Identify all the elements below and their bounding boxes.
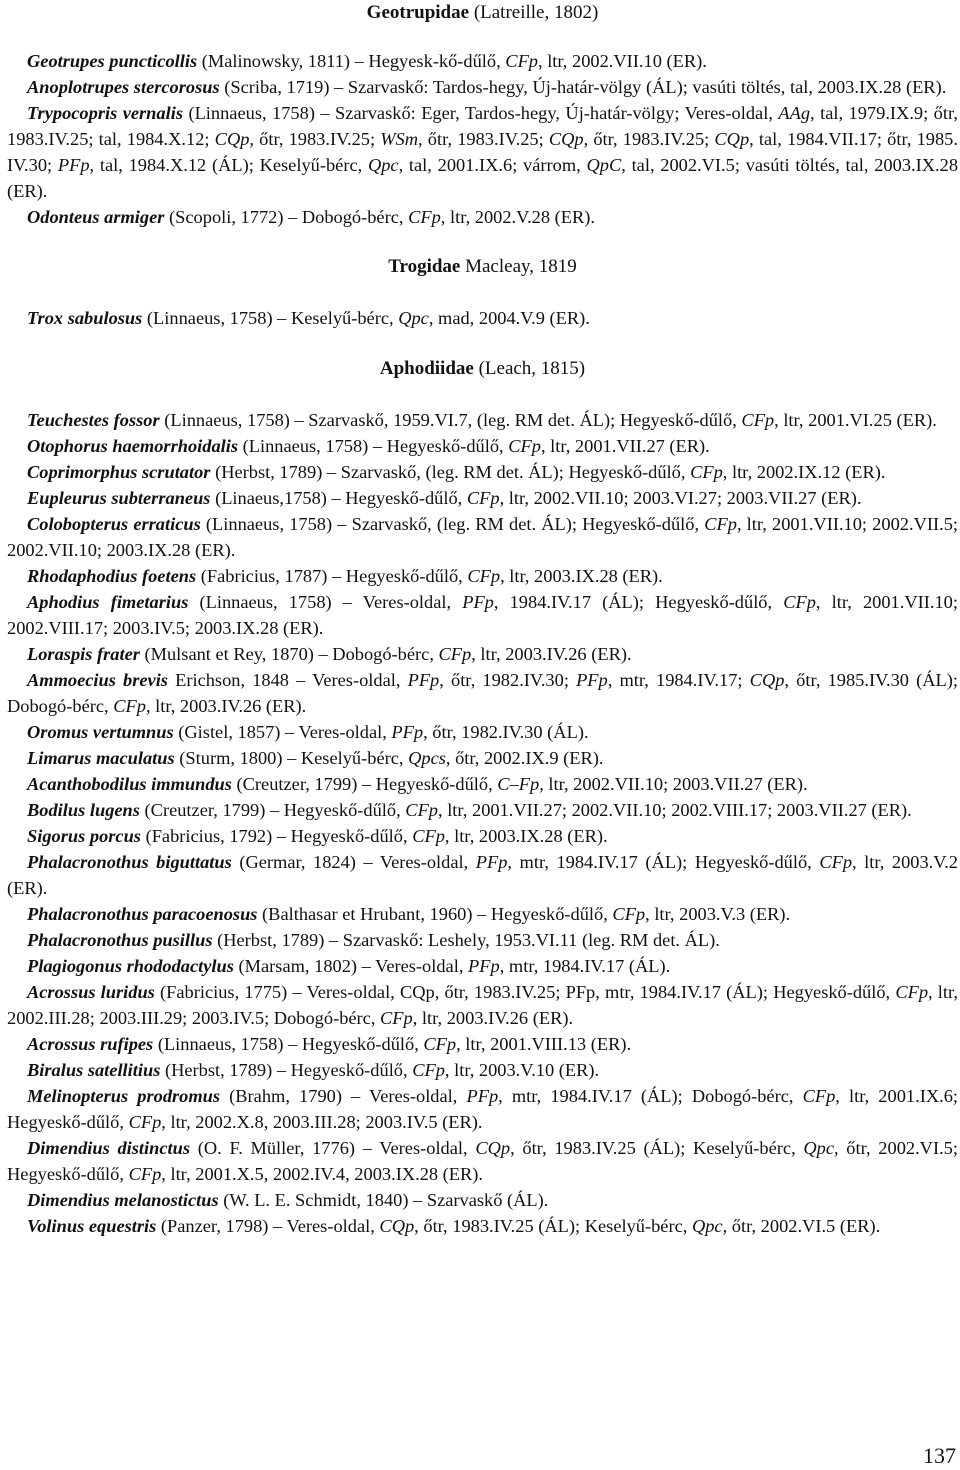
habitat-code: CFp bbox=[783, 592, 816, 612]
species-list bbox=[7, 305, 958, 331]
locality-text: , őtr, 1983.IV.25; bbox=[583, 129, 715, 149]
species-entry bbox=[7, 48, 958, 74]
locality-text: (Brahm, 1790) – Veres-oldal, bbox=[220, 1086, 467, 1106]
locality-text: , mtr, 1984.IV.17 (ÁL); Hegyeskő-dűlő, bbox=[507, 852, 820, 872]
habitat-code: PFp bbox=[475, 852, 508, 872]
locality-text: (Germar, 1824) – Veres-oldal, bbox=[231, 852, 476, 872]
habitat-code: CFp bbox=[741, 410, 775, 430]
species-entry bbox=[7, 797, 958, 823]
locality-text: , ltr, 2003.V.10 (ER). bbox=[444, 1060, 600, 1080]
species-name: Acrossus rufipes bbox=[27, 1034, 154, 1054]
habitat-code: CQp bbox=[475, 1138, 511, 1158]
habitat-code: PFp bbox=[407, 670, 440, 690]
locality-text: Erichson, 1848 – Veres-oldal, bbox=[167, 670, 408, 690]
locality-text: , ltr, 2002.III.28; 2003.III.29; 2003.IV.5; Dobogó-bérc, bbox=[7, 982, 959, 1028]
species-name: Ammoecius brevis bbox=[27, 670, 168, 690]
habitat-code: PFp bbox=[391, 722, 424, 742]
locality-text: (Sturm, 1800) – Keselyű-bérc, bbox=[174, 748, 409, 768]
species-entry bbox=[7, 1187, 958, 1213]
species-entry bbox=[7, 771, 958, 797]
habitat-code: CFp bbox=[128, 1112, 162, 1132]
locality-text: , őtr, 2002.VI.5 (ER). bbox=[722, 1216, 881, 1236]
species-entry bbox=[7, 204, 958, 230]
locality-text: , ltr, 2002.VII.10; 2003.VII.27 (ER). bbox=[539, 774, 808, 794]
habitat-code: CFp bbox=[113, 696, 146, 716]
locality-text: , őtr, 1983.IV.25; bbox=[249, 129, 381, 149]
species-list bbox=[7, 407, 958, 1239]
habitat-code: CFp bbox=[612, 904, 646, 924]
species-name: Limarus maculatus bbox=[27, 748, 175, 768]
habitat-code: CFp bbox=[380, 1008, 413, 1028]
species-name: Oromus vertumnus bbox=[27, 722, 174, 742]
locality-text: ltr, 2003.V.2 (ER). bbox=[7, 852, 958, 898]
species-name: Phalacronothus paracoenosus bbox=[27, 904, 258, 924]
locality-text: (Herbst, 1789) – Szarvaskő, (leg. RM det. ÁL); Hegyeskő-dűlő, bbox=[210, 462, 691, 482]
locality-text: , ltr, 2001.IX.6; Hegyeskő-dűlő, bbox=[7, 1086, 958, 1132]
species-entry bbox=[7, 459, 958, 485]
locality-text: , 1984.IV.17 (ÁL); Hegyeskő-dűlő, bbox=[493, 592, 784, 612]
species-entry bbox=[7, 1031, 958, 1057]
habitat-code: QpC bbox=[586, 155, 622, 175]
locality-text: , tal, 1984.VII.17; őtr, 1985. IV.30; bbox=[7, 129, 958, 175]
species-name: Phalacronothus pusillus bbox=[27, 930, 213, 950]
locality-text: , ltr, 2002.VII.10; 2003.VI.27; 2003.VII.27 (ER). bbox=[499, 488, 862, 508]
species-name: Plagiogonus rhododactylus bbox=[27, 956, 234, 976]
species-name: Acrossus luridus bbox=[27, 982, 155, 1002]
locality-text: , ltr, 2002.VII.10 (ER). bbox=[538, 51, 707, 71]
locality-text: (Fabricius, 1775) – Veres-oldal, CQp, őtr, 1983.IV.25; PFp, mtr, 1984.IV.17 (ÁL); Hegyeskő-dűlő, bbox=[154, 982, 896, 1002]
locality-text: , őtr, 1983.IV.25 (ÁL); Keselyű-bérc, bbox=[414, 1216, 692, 1236]
species-entry bbox=[7, 1083, 958, 1135]
habitat-code: CFp bbox=[128, 1164, 162, 1184]
species-entry bbox=[7, 823, 958, 849]
locality-text: , őtr, 1983.IV.25 (ÁL); Keselyű-bérc, bbox=[510, 1138, 804, 1158]
species-name: Acanthobodilus immundus bbox=[27, 774, 232, 794]
habitat-code: CFp bbox=[505, 51, 538, 71]
species-name: Trox sabulosus bbox=[27, 308, 143, 328]
species-entry bbox=[7, 433, 958, 459]
locality-text: , ltr, 2003.IV.26 (ER). bbox=[412, 1008, 574, 1028]
locality-text: (Linnaeus, 1758) – Hegyeskő-dűlő, bbox=[153, 1034, 424, 1054]
habitat-code: CFp bbox=[466, 488, 500, 508]
species-name: Teuchestes fossor bbox=[27, 410, 160, 430]
species-name: Bodilus lugens bbox=[27, 800, 140, 820]
species-entry bbox=[7, 849, 958, 901]
locality-text: , ltr, 2002.X.8, 2003.III.28; 2003.IV.5 (ER). bbox=[161, 1112, 483, 1132]
species-name: Volinus equestris bbox=[27, 1216, 157, 1236]
species-name: Dimendius melanostictus bbox=[27, 1190, 219, 1210]
locality-text: (Creutzer, 1799) – Hegyeskő-dűlő, bbox=[139, 800, 406, 820]
species-list bbox=[7, 48, 958, 230]
species-entry bbox=[7, 1057, 958, 1083]
locality-text: , tal, 1979.IX.9; őtr, 1983.IV.25; tal, 1984.X.12; bbox=[7, 103, 958, 149]
species-name: Coprimorphus scrutator bbox=[27, 462, 211, 482]
habitat-code: Qpc bbox=[803, 1138, 835, 1158]
species-entry bbox=[7, 901, 958, 927]
locality-text: , ltr, 2001.VIII.13 (ER). bbox=[456, 1034, 632, 1054]
locality-text: , őtr, 1982.IV.30 (ÁL). bbox=[423, 722, 589, 742]
habitat-code: C–Fp bbox=[497, 774, 540, 794]
family-authority: (Leach, 1815) bbox=[478, 358, 586, 379]
habitat-code: CFp bbox=[802, 1086, 836, 1106]
locality-text: , tal, 2001.IX.6; várrom, bbox=[398, 155, 587, 175]
species-entry bbox=[7, 1213, 958, 1239]
locality-text: , ltr, 2003.IV.26 (ER). bbox=[145, 696, 307, 716]
locality-text: (Linnaeus, 1758) – Szarvaskő, (leg. RM det. ÁL); Hegyeskő-dűlő, bbox=[200, 514, 705, 534]
locality-text: (Linnaeus, 1758) – Szarvaskő, 1959.VI.7, (leg. RM det. ÁL); Hegyeskő-dűlő, bbox=[159, 410, 742, 430]
species-name: Dimendius distinctus bbox=[27, 1138, 191, 1158]
species-name: Anoplotrupes stercorosus bbox=[27, 77, 220, 97]
species-name: Loraspis frater bbox=[27, 644, 140, 664]
locality-text: (Linnaeus, 1758) – Keselyű-bérc, bbox=[142, 308, 399, 328]
locality-text: , mtr, 1984.IV.17 (ÁL). bbox=[499, 956, 671, 976]
species-entry bbox=[7, 511, 958, 563]
species-entry bbox=[7, 667, 958, 719]
locality-text: , ltr, 2003.IX.28 (ER). bbox=[500, 566, 663, 586]
locality-text: , őtr, 2002.IX.9 (ER). bbox=[445, 748, 604, 768]
habitat-code: Qpc bbox=[691, 1216, 723, 1236]
locality-text: , ltr, 2001.VII.10; 2002.VII.5; 2002.VII.10; 2003.IX.28 (ER). bbox=[7, 514, 958, 560]
locality-text: (O. F. Müller, 1776) – Veres-oldal, bbox=[190, 1138, 476, 1158]
species-entry bbox=[7, 745, 958, 771]
habitat-code: CQp bbox=[714, 129, 750, 149]
family-heading bbox=[7, 254, 958, 280]
habitat-code: PFp bbox=[466, 1086, 499, 1106]
habitat-code: CQp bbox=[214, 129, 250, 149]
locality-text: (Malinowsky, 1811) – Hegyesk-kő-dűlő, bbox=[197, 51, 506, 71]
habitat-code: CQp bbox=[749, 670, 785, 690]
habitat-code: PFp bbox=[468, 956, 500, 976]
locality-text: , tal, 1984.X.12 (ÁL); Keselyű-bérc, bbox=[89, 155, 368, 175]
habitat-code: CFp bbox=[690, 462, 723, 482]
locality-text: , őtr, 2002.VI.5; Hegyeskő-dűlő, bbox=[7, 1138, 958, 1184]
habitat-code: CFp bbox=[704, 514, 737, 534]
species-entry bbox=[7, 485, 958, 511]
locality-text: (Fabricius, 1787) – Hegyeskő-dűlő, bbox=[196, 566, 468, 586]
locality-text: , őtr, 1985.IV.30 (ÁL); Dobogó-bérc, bbox=[7, 670, 958, 716]
species-entry bbox=[7, 641, 958, 667]
locality-text: , ltr, 2003.IV.26 (ER). bbox=[471, 644, 632, 664]
family-name: Geotrupidae bbox=[366, 2, 470, 23]
species-name: Trypocopris vernalis bbox=[27, 103, 183, 123]
habitat-code: CFp bbox=[508, 436, 541, 456]
family-heading bbox=[7, 356, 958, 382]
habitat-code: CFp bbox=[467, 566, 501, 586]
species-name: Otophorus haemorrhoidalis bbox=[27, 436, 239, 456]
locality-text: , mad, 2004.V.9 (ER). bbox=[428, 308, 590, 328]
species-entry bbox=[7, 927, 958, 953]
locality-text: , ltr, 2001.VI.25 (ER). bbox=[774, 410, 937, 430]
habitat-code: CFp bbox=[412, 826, 445, 846]
species-name: Rhodaphodius foetens bbox=[27, 566, 197, 586]
species-name: Eupleurus subterraneus bbox=[27, 488, 211, 508]
family-authority: (Latreille, 1802) bbox=[473, 2, 599, 23]
locality-text: , őtr, 1983.IV.25; bbox=[418, 129, 549, 149]
species-name: Colobopterus erraticus bbox=[27, 514, 201, 534]
habitat-code: Qpc bbox=[367, 155, 399, 175]
habitat-code: CQp bbox=[379, 1216, 415, 1236]
locality-text: (Balthasar et Hrubant, 1960) – Hegyeskő-dűlő, bbox=[257, 904, 613, 924]
species-entry bbox=[7, 100, 958, 204]
locality-text: , mtr, 1984.IV.17; bbox=[607, 670, 750, 690]
locality-text: , mtr, 1984.IV.17 (ÁL); Dobogó-bérc, bbox=[498, 1086, 803, 1106]
species-entry bbox=[7, 407, 958, 433]
species-entry bbox=[7, 305, 958, 331]
species-name: Melinopterus prodromus bbox=[27, 1086, 221, 1106]
habitat-code: Qpcs bbox=[408, 748, 446, 768]
locality-text: (Scriba, 1719) – Szarvaskő: Tardos-hegy, Új-határ-völgy (ÁL); vasúti töltés, tal, 2003.IX.28 (ER). bbox=[219, 77, 947, 97]
species-name: Odonteus armiger bbox=[27, 207, 165, 227]
species-entry bbox=[7, 1135, 958, 1187]
locality-text: (Linnaeus, 1758) – Hegyeskő-dűlő, bbox=[238, 436, 509, 456]
habitat-code: PFp bbox=[576, 670, 608, 690]
species-name: Aphodius fimetarius bbox=[27, 592, 189, 612]
family-authority: Macleay, 1819 bbox=[465, 256, 577, 277]
locality-text: (Herbst, 1789) – Hegyeskő-dűlő, bbox=[160, 1060, 413, 1080]
locality-text: , ltr, 2002.V.28 (ER). bbox=[440, 207, 595, 227]
locality-text: (Mulsant et Rey, 1870) – Dobogó-bérc, bbox=[139, 644, 439, 664]
locality-text: (Creutzer, 1799) – Hegyeskő-dűlő, bbox=[231, 774, 498, 794]
species-entry bbox=[7, 953, 958, 979]
habitat-code: CFp bbox=[438, 644, 472, 664]
page-content bbox=[7, 0, 958, 1239]
habitat-code: PFp bbox=[57, 155, 90, 175]
locality-text: (Linaeus,1758) – Hegyeskő-dűlő, bbox=[210, 488, 467, 508]
locality-text: , tal, 2002.VI.5; vasúti töltés, tal, 2003.IX.28 (ER). bbox=[7, 155, 959, 201]
species-name: Sigorus porcus bbox=[27, 826, 141, 846]
species-entry bbox=[7, 979, 958, 1031]
locality-text: , ltr, 2001.VII.10; 2002.VIII.17; 2003.IV.5; 2003.IX.28 (ER). bbox=[7, 592, 958, 638]
habitat-code: CFp, bbox=[819, 852, 857, 872]
habitat-code: CFp bbox=[423, 1034, 457, 1054]
species-entry bbox=[7, 589, 958, 641]
locality-text: (W. L. E. Schmidt, 1840) – Szarvaskő (ÁL). bbox=[218, 1190, 549, 1210]
locality-text: , ltr, 2001.VII.27; 2002.VII.10; 2002.VIII.17; 2003.VII.27 (ER). bbox=[438, 800, 912, 820]
habitat-code: CQp bbox=[548, 129, 584, 149]
species-entry bbox=[7, 563, 958, 589]
locality-text: (Linnaeus, 1758) – Veres-oldal, bbox=[188, 592, 463, 612]
locality-text: , ltr, 2001.X.5, 2002.IV.4, 2003.IX.28 (ER). bbox=[161, 1164, 484, 1184]
habitat-code: WSm bbox=[380, 129, 419, 149]
locality-text: (Herbst, 1789) – Szarvaskő: Leshely, 1953.VI.11 (leg. RM det. ÁL). bbox=[212, 930, 720, 950]
species-entry bbox=[7, 74, 958, 100]
habitat-code: AAg bbox=[778, 103, 811, 123]
habitat-code: PFp bbox=[462, 592, 494, 612]
family-name: Aphodiidae bbox=[379, 358, 474, 379]
locality-text: (Fabricius, 1792) – Hegyeskő-dűlő, bbox=[140, 826, 413, 846]
locality-text: , ltr, 2002.IX.12 (ER). bbox=[722, 462, 886, 482]
locality-text: (Marsam, 1802) – Veres-oldal, bbox=[233, 956, 469, 976]
page-number: 137 bbox=[923, 1443, 956, 1468]
locality-text: , őtr, 1982.IV.30; bbox=[439, 670, 577, 690]
species-entry bbox=[7, 719, 958, 745]
locality-text: (Linnaeus, 1758) – Szarvaskő: Eger, Tardos-hegy, Új-határ-völgy; Veres-oldal, bbox=[182, 103, 779, 123]
locality-text: , ltr, 2001.VII.27 (ER). bbox=[540, 436, 710, 456]
locality-text: , ltr, 2003.V.3 (ER). bbox=[645, 904, 791, 924]
species-name: Biralus satellitius bbox=[27, 1060, 161, 1080]
locality-text: (Panzer, 1798) – Veres-oldal, bbox=[156, 1216, 380, 1236]
family-name: Trogidae bbox=[388, 256, 461, 277]
locality-text: (Scopoli, 1772) – Dobogó-bérc, bbox=[164, 207, 409, 227]
locality-text: , ltr, 2003.IX.28 (ER). bbox=[444, 826, 608, 846]
locality-text: (Gistel, 1857) – Veres-oldal, bbox=[173, 722, 392, 742]
habitat-code: CFp bbox=[895, 982, 929, 1002]
species-name: Geotrupes puncticollis bbox=[27, 51, 198, 71]
habitat-code: CFp bbox=[412, 1060, 445, 1080]
habitat-code: Qpc bbox=[398, 308, 429, 328]
family-heading bbox=[7, 0, 958, 26]
habitat-code: CFp bbox=[408, 207, 441, 227]
habitat-code: CFp bbox=[405, 800, 438, 820]
species-name: Phalacronothus biguttatus bbox=[27, 852, 232, 872]
